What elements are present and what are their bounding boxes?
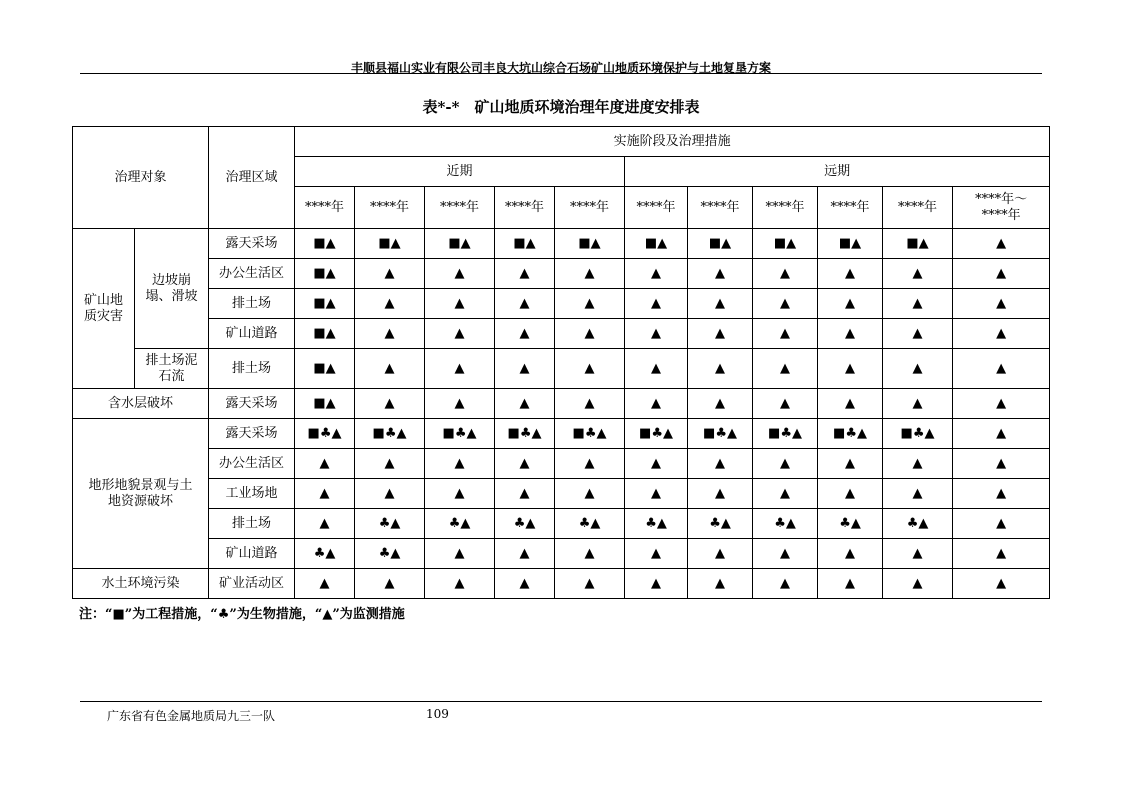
measure-cell: ■♣▲ <box>495 419 555 449</box>
measure-cell: ▲ <box>688 319 753 349</box>
measure-cell: ▲ <box>295 479 355 509</box>
measure-cell: ▲ <box>425 479 495 509</box>
measure-cell: ▲ <box>883 479 953 509</box>
measure-cell: ♣▲ <box>355 509 425 539</box>
measure-cell: ▲ <box>625 449 688 479</box>
measure-cell: ▲ <box>625 289 688 319</box>
measure-cell: ▲ <box>753 449 818 479</box>
measure-cell: ♣▲ <box>625 509 688 539</box>
measure-cell: ♣▲ <box>818 509 883 539</box>
measure-cell: ▲ <box>495 289 555 319</box>
measure-cell: ▲ <box>953 509 1050 539</box>
measure-cell: ♣▲ <box>555 509 625 539</box>
area-cell: 工业场地 <box>209 479 295 509</box>
measure-cell: ■▲ <box>295 289 355 319</box>
measure-cell: ▲ <box>953 349 1050 389</box>
measure-cell: ▲ <box>355 289 425 319</box>
subgroup-debris-flow: 排土场泥石流 <box>135 349 209 389</box>
measure-cell: ▲ <box>818 349 883 389</box>
measure-cell: ▲ <box>818 479 883 509</box>
measure-cell: ■▲ <box>295 389 355 419</box>
area-cell: 排土场 <box>209 509 295 539</box>
measure-cell: ▲ <box>355 449 425 479</box>
measure-cell: ▲ <box>883 319 953 349</box>
measure-cell: ■▲ <box>295 319 355 349</box>
col-header-area: 治理区域 <box>209 127 295 229</box>
measure-cell: ▲ <box>953 539 1050 569</box>
area-cell: 办公生活区 <box>209 259 295 289</box>
measure-cell: ▲ <box>495 259 555 289</box>
area-cell: 矿山道路 <box>209 539 295 569</box>
measure-cell: ■▲ <box>625 229 688 259</box>
measure-cell: ▲ <box>953 419 1050 449</box>
header-rule <box>80 73 1042 74</box>
measure-cell: ■▲ <box>883 229 953 259</box>
measure-cell: ▲ <box>625 259 688 289</box>
measure-cell: ■♣▲ <box>295 419 355 449</box>
measure-cell: ▲ <box>688 449 753 479</box>
measure-cell: ♣▲ <box>425 509 495 539</box>
measure-cell: ▲ <box>883 289 953 319</box>
measure-cell: ▲ <box>883 569 953 599</box>
measure-cell: ▲ <box>555 259 625 289</box>
area-cell: 露天采场 <box>209 229 295 259</box>
footer-organization: 广东省有色金属地质局九三一队 <box>107 709 276 723</box>
measure-cell: ■▲ <box>495 229 555 259</box>
measure-cell: ▲ <box>555 449 625 479</box>
page-number: 109 <box>426 707 449 721</box>
measure-cell: ▲ <box>425 569 495 599</box>
year-header: ****年 <box>818 187 883 229</box>
measure-cell: ▲ <box>555 289 625 319</box>
measure-cell: ■♣▲ <box>555 419 625 449</box>
measure-cell: ■▲ <box>753 229 818 259</box>
measure-cell: ♣▲ <box>355 539 425 569</box>
measure-cell: ▲ <box>355 259 425 289</box>
measure-cell: ■♣▲ <box>753 419 818 449</box>
measure-cell: ■▲ <box>818 229 883 259</box>
measure-cell: ▲ <box>953 449 1050 479</box>
measure-cell: ▲ <box>625 349 688 389</box>
measure-cell: ▲ <box>625 479 688 509</box>
measure-cell: ▲ <box>555 539 625 569</box>
year-header: ****年 <box>555 187 625 229</box>
measure-cell: ▲ <box>425 259 495 289</box>
measure-cell: ▲ <box>818 319 883 349</box>
measure-cell: ▲ <box>555 479 625 509</box>
measure-cell: ▲ <box>818 289 883 319</box>
measure-cell: ▲ <box>688 479 753 509</box>
measure-cell: ■▲ <box>555 229 625 259</box>
measure-cell: ▲ <box>425 289 495 319</box>
measure-cell: ▲ <box>818 539 883 569</box>
table-title: 表*-* 矿山地质环境治理年度进度安排表 <box>422 98 700 116</box>
subgroup-slope: 边坡崩塌、滑坡 <box>135 229 209 349</box>
measure-cell: ▲ <box>495 389 555 419</box>
measure-cell: ▲ <box>425 319 495 349</box>
measure-cell: ▲ <box>625 389 688 419</box>
measure-cell: ▲ <box>953 289 1050 319</box>
measure-cell: ♣▲ <box>295 539 355 569</box>
measure-cell: ▲ <box>753 349 818 389</box>
measure-cell: ♣▲ <box>753 509 818 539</box>
footer-rule <box>80 701 1042 702</box>
year-header: ****年 <box>425 187 495 229</box>
year-header: ****年 <box>688 187 753 229</box>
area-cell: 办公生活区 <box>209 449 295 479</box>
measure-cell: ▲ <box>688 539 753 569</box>
area-cell: 露天采场 <box>209 419 295 449</box>
measure-cell: ▲ <box>688 289 753 319</box>
measure-cell: ♣▲ <box>495 509 555 539</box>
measure-cell: ▲ <box>355 349 425 389</box>
measure-cell: ▲ <box>953 569 1050 599</box>
measure-cell: ▲ <box>818 449 883 479</box>
measure-cell: ▲ <box>753 389 818 419</box>
year-header: ****年 <box>753 187 818 229</box>
measure-cell: ■▲ <box>295 229 355 259</box>
measure-cell: ▲ <box>818 569 883 599</box>
measure-cell: ▲ <box>425 349 495 389</box>
measure-cell: ▲ <box>495 539 555 569</box>
measure-cell: ♣▲ <box>883 509 953 539</box>
measure-cell: ▲ <box>425 449 495 479</box>
measure-cell: ▲ <box>953 319 1050 349</box>
measure-cell: ▲ <box>495 569 555 599</box>
measure-cell: ▲ <box>953 229 1050 259</box>
year-header: ****年 <box>355 187 425 229</box>
measure-cell: ▲ <box>555 319 625 349</box>
measure-cell: ▲ <box>295 569 355 599</box>
group-landform: 地形地貌景观与土地资源破坏 <box>73 419 209 569</box>
measure-cell: ▲ <box>355 479 425 509</box>
col-header-near-term: 近期 <box>295 157 625 187</box>
measure-cell: ▲ <box>818 259 883 289</box>
measure-cell: ▲ <box>495 349 555 389</box>
schedule-table <box>72 126 1050 599</box>
measure-cell: ▲ <box>355 569 425 599</box>
area-cell: 排土场 <box>209 289 295 319</box>
measure-cell: ■♣▲ <box>883 419 953 449</box>
measure-cell: ■♣▲ <box>818 419 883 449</box>
group-aquifer: 含水层破坏 <box>73 389 209 419</box>
measure-cell: ▲ <box>753 539 818 569</box>
measure-cell: ▲ <box>625 319 688 349</box>
year-header: ****年 <box>883 187 953 229</box>
measure-cell: ▲ <box>495 319 555 349</box>
measure-cell: ▲ <box>295 449 355 479</box>
measure-cell: ■♣▲ <box>425 419 495 449</box>
measure-cell: ▲ <box>625 539 688 569</box>
measure-cell: ▲ <box>425 539 495 569</box>
measure-cell: ■▲ <box>295 349 355 389</box>
measure-cell: ▲ <box>753 319 818 349</box>
year-header: ****年 <box>295 187 355 229</box>
group-pollution: 水土环境污染 <box>73 569 209 599</box>
measure-cell: ■♣▲ <box>625 419 688 449</box>
measure-cell: ▲ <box>753 569 818 599</box>
measure-cell: ▲ <box>495 479 555 509</box>
measure-cell: ▲ <box>953 259 1050 289</box>
measure-cell: ▲ <box>753 479 818 509</box>
measure-cell: ▲ <box>625 569 688 599</box>
measure-cell: ▲ <box>753 259 818 289</box>
measure-cell: ▲ <box>495 449 555 479</box>
page-header: 丰顺县福山实业有限公司丰良大坑山综合石场矿山地质环境保护与土地复垦方案 <box>350 61 771 75</box>
measure-cell: ■▲ <box>688 229 753 259</box>
measure-cell: ▲ <box>883 389 953 419</box>
measure-cell: ▲ <box>425 389 495 419</box>
col-header-target: 治理对象 <box>73 127 209 229</box>
group-mine-geo-hazard: 矿山地质灾害 <box>73 229 135 389</box>
measure-cell: ♣▲ <box>688 509 753 539</box>
year-header: ****年～****年 <box>953 187 1050 229</box>
measure-cell: ▲ <box>295 509 355 539</box>
measure-cell: ▲ <box>883 539 953 569</box>
area-cell: 排土场 <box>209 349 295 389</box>
measure-cell: ▲ <box>883 449 953 479</box>
measure-cell: ▲ <box>883 349 953 389</box>
measure-cell: ▲ <box>555 349 625 389</box>
measure-cell: ▲ <box>953 389 1050 419</box>
measure-cell: ▲ <box>688 569 753 599</box>
measure-cell: ▲ <box>688 389 753 419</box>
measure-cell: ▲ <box>355 319 425 349</box>
area-cell: 露天采场 <box>209 389 295 419</box>
measure-cell: ▲ <box>883 259 953 289</box>
measure-cell: ▲ <box>688 349 753 389</box>
legend-note: 注：“■”为工程措施，“♣”为生物措施，“▲”为监测措施 <box>79 607 405 622</box>
area-cell: 矿业活动区 <box>209 569 295 599</box>
col-header-stage: 实施阶段及治理措施 <box>295 127 1050 157</box>
measure-cell: ■▲ <box>355 229 425 259</box>
year-header: ****年 <box>495 187 555 229</box>
col-header-long-term: 远期 <box>625 157 1050 187</box>
year-header: ****年 <box>625 187 688 229</box>
measure-cell: ▲ <box>355 389 425 419</box>
measure-cell: ▲ <box>688 259 753 289</box>
measure-cell: ▲ <box>555 569 625 599</box>
measure-cell: ▲ <box>953 479 1050 509</box>
measure-cell: ▲ <box>818 389 883 419</box>
measure-cell: ■▲ <box>295 259 355 289</box>
measure-cell: ■♣▲ <box>355 419 425 449</box>
area-cell: 矿山道路 <box>209 319 295 349</box>
measure-cell: ■♣▲ <box>688 419 753 449</box>
measure-cell: ▲ <box>753 289 818 319</box>
measure-cell: ■▲ <box>425 229 495 259</box>
measure-cell: ▲ <box>555 389 625 419</box>
